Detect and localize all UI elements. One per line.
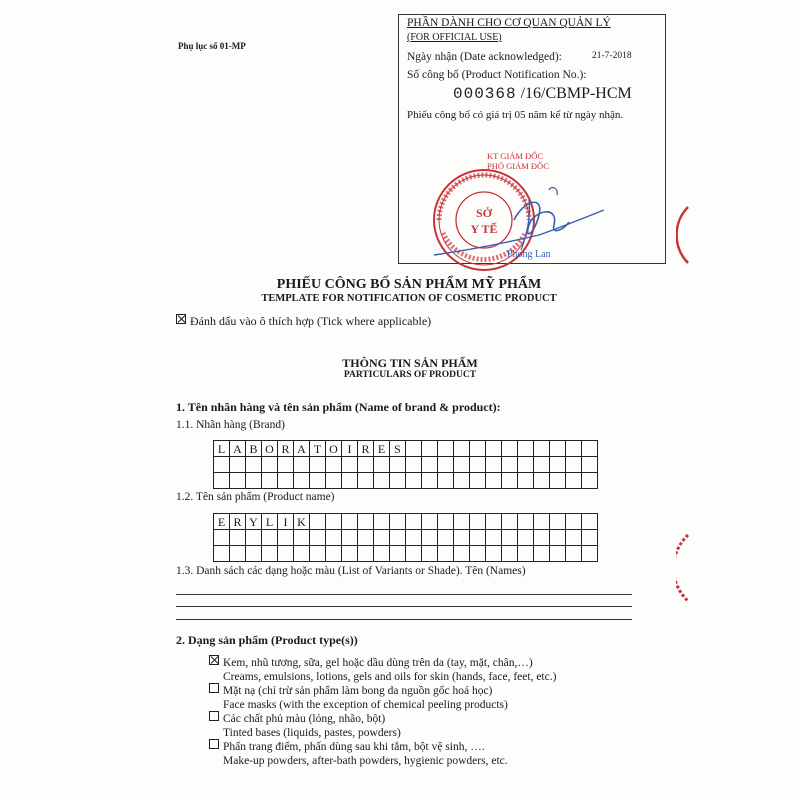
- product-letter-cell: [326, 530, 342, 546]
- product-letter-cell: [438, 514, 454, 530]
- product-letter-cell: [470, 530, 486, 546]
- brand-letter-cell: [470, 457, 486, 473]
- brand-letter-cell: T: [310, 441, 326, 457]
- product-letter-cell: [262, 546, 278, 562]
- product-type-en: Face masks (with the exception of chemical peeling products): [223, 699, 508, 711]
- product-type-en: Tinted bases (liquids, pastes, powders): [223, 727, 401, 739]
- product-letter-cell: [454, 530, 470, 546]
- product-letter-cell: [566, 546, 582, 562]
- product-letter-cell: [486, 514, 502, 530]
- product-letter-cell: L: [262, 514, 278, 530]
- brand-letter-cell: [454, 457, 470, 473]
- brand-letter-cell: [294, 457, 310, 473]
- product-letter-cell: [342, 530, 358, 546]
- product-letter-cell: I: [278, 514, 294, 530]
- particulars-title: THÔNG TIN SẢN PHẨM: [342, 356, 478, 370]
- brand-letter-cell: [518, 473, 534, 489]
- checked-box-icon: [176, 314, 186, 324]
- brand-letter-cell: [470, 473, 486, 489]
- appendix-label: Phụ lục số 01-MP: [178, 41, 246, 51]
- product-letter-cell: R: [230, 514, 246, 530]
- product-letter-cell: Y: [246, 514, 262, 530]
- product-letter-cell: [502, 530, 518, 546]
- product-type-en: Make-up powders, after-bath powders, hygienic powders, etc.: [223, 755, 508, 767]
- brand-letter-cell: [422, 457, 438, 473]
- brand-letter-cell: [390, 457, 406, 473]
- signer-title-2: PHÓ GIÁM ĐỐC: [487, 161, 549, 171]
- product-letter-cell: [214, 530, 230, 546]
- product-letter-cell: [342, 546, 358, 562]
- product-letter-cell: [518, 514, 534, 530]
- product-letter-cell: [390, 530, 406, 546]
- brand-letter-cell: O: [326, 441, 342, 457]
- product-letter-cell: [246, 546, 262, 562]
- brand-letter-cell: R: [278, 441, 294, 457]
- brand-letter-cell: [406, 441, 422, 457]
- product-letter-cell: [454, 514, 470, 530]
- product-letter-cell: [294, 530, 310, 546]
- brand-letter-cell: [582, 441, 598, 457]
- brand-letter-cell: [342, 457, 358, 473]
- official-box-subtitle: (FOR OFFICIAL USE): [407, 32, 502, 43]
- brand-letter-cell: [486, 441, 502, 457]
- brand-letter-cell: [358, 457, 374, 473]
- svg-text:SỞ: SỞ: [475, 206, 493, 220]
- product-type-checkbox[interactable]: [209, 739, 219, 749]
- product-type-option[interactable]: [209, 739, 508, 768]
- brand-letter-cell: S: [390, 441, 406, 457]
- product-letter-cell: [230, 546, 246, 562]
- date-acknowledged-value: 21-7-2018: [592, 51, 632, 61]
- product-letter-cell: [502, 514, 518, 530]
- product-letter-cell: [358, 514, 374, 530]
- brand-letter-cell: [486, 473, 502, 489]
- product-letter-cell: [374, 514, 390, 530]
- product-letter-cell: [294, 546, 310, 562]
- tick-instruction-text: Đánh dấu vào ô thích hợp (Tick where applicable): [190, 314, 432, 328]
- official-use-box: [398, 14, 666, 264]
- brand-letter-cell: [534, 457, 550, 473]
- product-letter-cell: [422, 530, 438, 546]
- brand-letter-grid: [213, 440, 598, 489]
- product-letter-cell: [262, 530, 278, 546]
- product-letter-cell: [342, 514, 358, 530]
- product-letter-cell: [566, 530, 582, 546]
- product-letter-cell: [582, 530, 598, 546]
- product-type-checkbox[interactable]: [209, 683, 219, 693]
- brand-letter-cell: I: [342, 441, 358, 457]
- product-letter-cell: [326, 546, 342, 562]
- brand-letter-cell: [294, 473, 310, 489]
- product-name-label: 1.2. Tên sản phẩm (Product name): [176, 491, 335, 503]
- product-letter-cell: [358, 530, 374, 546]
- product-type-option[interactable]: [209, 655, 556, 684]
- svg-text:Y TẾ: Y TẾ: [470, 222, 498, 236]
- product-letter-cell: [278, 530, 294, 546]
- brand-letter-cell: [230, 473, 246, 489]
- product-letter-cell: [278, 546, 294, 562]
- product-letter-cell: [358, 546, 374, 562]
- brand-letter-cell: [390, 473, 406, 489]
- product-letter-cell: [246, 530, 262, 546]
- product-letter-cell: [470, 546, 486, 562]
- brand-letter-cell: [374, 457, 390, 473]
- product-letter-cell: [582, 514, 598, 530]
- product-letter-cell: [230, 530, 246, 546]
- brand-letter-cell: [454, 473, 470, 489]
- product-letter-cell: E: [214, 514, 230, 530]
- signer-name: Phong Lan: [507, 249, 551, 260]
- brand-letter-cell: [342, 473, 358, 489]
- variants-label: 1.3. Danh sách các dạng hoặc màu (List of Variants or Shade). Tên (Names): [176, 565, 526, 577]
- official-box-title: PHẦN DÀNH CHO CƠ QUAN QUẢN LÝ: [407, 17, 611, 29]
- product-letter-cell: [310, 530, 326, 546]
- section2-title: 2. Dạng sản phẩm (Product type(s)): [176, 633, 358, 647]
- date-acknowledged-label: Ngày nhận (Date acknowledged):: [407, 51, 562, 63]
- brand-letter-cell: [406, 457, 422, 473]
- product-letter-cell: [518, 546, 534, 562]
- brand-letter-cell: [246, 457, 262, 473]
- brand-letter-cell: [566, 441, 582, 457]
- brand-letter-cell: [214, 473, 230, 489]
- brand-label: 1.1. Nhãn hàng (Brand): [176, 419, 285, 431]
- brand-letter-cell: [502, 473, 518, 489]
- brand-letter-cell: B: [246, 441, 262, 457]
- side-stamp-fragment: [676, 205, 690, 265]
- brand-letter-cell: L: [214, 441, 230, 457]
- product-letter-cell: [550, 514, 566, 530]
- brand-letter-cell: [438, 441, 454, 457]
- product-letter-cell: [438, 530, 454, 546]
- brand-letter-cell: [326, 457, 342, 473]
- product-letter-cell: [518, 530, 534, 546]
- document-subtitle: TEMPLATE FOR NOTIFICATION OF COSMETIC PRODUCT: [261, 293, 557, 304]
- product-letter-cell: [550, 530, 566, 546]
- product-letter-cell: [406, 514, 422, 530]
- product-letter-cell: [390, 546, 406, 562]
- brand-letter-cell: [454, 441, 470, 457]
- brand-letter-cell: [326, 473, 342, 489]
- product-letter-cell: [566, 514, 582, 530]
- brand-letter-cell: [262, 473, 278, 489]
- brand-letter-cell: [582, 473, 598, 489]
- brand-letter-cell: A: [230, 441, 246, 457]
- section1-title: 1. Tên nhãn hàng và tên sản phẩm (Name of brand & product):: [176, 400, 501, 414]
- brand-letter-cell: [502, 457, 518, 473]
- product-letter-grid: [213, 513, 598, 562]
- product-type-option[interactable]: [209, 711, 401, 740]
- product-letter-cell: K: [294, 514, 310, 530]
- brand-letter-cell: [310, 473, 326, 489]
- brand-letter-cell: [422, 441, 438, 457]
- product-letter-cell: [470, 514, 486, 530]
- product-letter-cell: [326, 514, 342, 530]
- brand-letter-cell: [566, 473, 582, 489]
- brand-letter-cell: [518, 441, 534, 457]
- brand-letter-cell: O: [262, 441, 278, 457]
- product-letter-cell: [438, 546, 454, 562]
- product-type-vi: Các chất phủ màu (lỏng, nhão, bột): [223, 713, 386, 725]
- brand-letter-cell: [502, 441, 518, 457]
- brand-letter-cell: [486, 457, 502, 473]
- brand-letter-cell: [438, 473, 454, 489]
- product-letter-cell: [390, 514, 406, 530]
- document-title: PHIẾU CÔNG BỐ SẢN PHẨM MỸ PHẨM: [276, 277, 542, 292]
- brand-letter-cell: [374, 473, 390, 489]
- product-letter-cell: [502, 546, 518, 562]
- product-letter-cell: [374, 530, 390, 546]
- product-letter-cell: [310, 546, 326, 562]
- brand-letter-cell: [566, 457, 582, 473]
- product-letter-cell: [534, 530, 550, 546]
- signer-title-1: KT GIÁM ĐỐC: [487, 151, 544, 161]
- product-letter-cell: [486, 530, 502, 546]
- particulars-subtitle: PARTICULARS OF PRODUCT: [343, 370, 477, 380]
- brand-letter-cell: [582, 457, 598, 473]
- brand-letter-cell: [230, 457, 246, 473]
- brand-letter-cell: [422, 473, 438, 489]
- brand-letter-cell: [406, 473, 422, 489]
- brand-letter-cell: [550, 473, 566, 489]
- brand-letter-cell: [534, 473, 550, 489]
- product-letter-cell: [534, 546, 550, 562]
- brand-letter-cell: [310, 457, 326, 473]
- product-type-option[interactable]: [209, 683, 508, 712]
- brand-letter-cell: [246, 473, 262, 489]
- product-letter-cell: [422, 514, 438, 530]
- brand-letter-cell: [518, 457, 534, 473]
- notification-number-label: Số công bố (Product Notification No.):: [407, 69, 587, 81]
- brand-letter-cell: [550, 457, 566, 473]
- brand-letter-cell: [358, 473, 374, 489]
- brand-letter-cell: [262, 457, 278, 473]
- product-type-vi: Phấn trang điểm, phấn dùng sau khi tắm, bột vệ sinh, ….: [223, 741, 485, 753]
- product-letter-cell: [310, 514, 326, 530]
- brand-letter-cell: E: [374, 441, 390, 457]
- product-type-en: Creams, emulsions, lotions, gels and oils for skin (hands, face, feet, etc.): [223, 671, 557, 683]
- brand-letter-cell: [470, 441, 486, 457]
- notification-number-value: [453, 85, 632, 103]
- brand-letter-cell: [438, 457, 454, 473]
- brand-letter-cell: [278, 473, 294, 489]
- product-type-checkbox[interactable]: [209, 655, 219, 665]
- notification-number-digits: 000368: [453, 85, 517, 103]
- tick-instruction: [176, 314, 431, 329]
- brand-letter-cell: [550, 441, 566, 457]
- brand-letter-cell: R: [358, 441, 374, 457]
- product-type-checkbox[interactable]: [209, 711, 219, 721]
- brand-letter-cell: [278, 457, 294, 473]
- product-letter-cell: [406, 530, 422, 546]
- variants-line: [176, 619, 632, 620]
- product-letter-cell: [454, 546, 470, 562]
- product-letter-cell: [486, 546, 502, 562]
- product-letter-cell: [550, 546, 566, 562]
- product-letter-cell: [406, 546, 422, 562]
- validity-note: Phiếu công bố có giá trị 05 năm kể từ ngày nhận.: [407, 109, 624, 121]
- product-letter-cell: [214, 546, 230, 562]
- notification-number-suffix: /16/CBMP-HCM: [520, 85, 632, 102]
- product-letter-cell: [374, 546, 390, 562]
- product-letter-cell: [422, 546, 438, 562]
- variants-line: [176, 594, 632, 595]
- side-stamp-fragment: [676, 533, 690, 603]
- product-type-vi: Kem, nhũ tương, sữa, gel hoặc dầu dùng trên da (tay, mặt, chân,…): [223, 657, 533, 669]
- variants-line: [176, 606, 632, 607]
- product-letter-cell: [582, 546, 598, 562]
- brand-letter-cell: [534, 441, 550, 457]
- brand-letter-cell: [214, 457, 230, 473]
- brand-letter-cell: A: [294, 441, 310, 457]
- product-type-vi: Mặt nạ (chỉ trừ sản phẩm làm bong da nguồn gốc hoá học): [223, 685, 493, 697]
- product-letter-cell: [534, 514, 550, 530]
